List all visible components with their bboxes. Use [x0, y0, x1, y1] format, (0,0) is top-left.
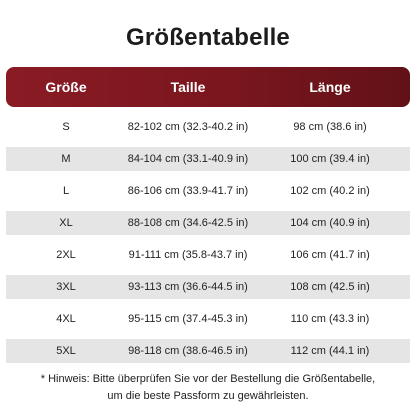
- cell-size: 4XL: [56, 313, 76, 325]
- cell-length: 108 cm (42.5 in): [290, 281, 370, 293]
- cell-waist: 86-106 cm (33.9-41.7 in): [127, 185, 249, 197]
- cell-waist: 95-115 cm (37.4-45.3 in): [128, 313, 248, 325]
- cell-waist: 98-118 cm (38.6-46.5 in): [128, 345, 248, 357]
- cell-size: 3XL: [56, 281, 76, 293]
- table-row: [6, 339, 410, 363]
- cell-length: 110 cm (43.3 in): [290, 313, 370, 325]
- page-title: Größentabelle: [126, 24, 290, 51]
- cell-waist: 88-108 cm (34.6-42.5 in): [127, 217, 249, 229]
- cell-waist: 91-111 cm (35.8-43.7 in): [128, 249, 248, 261]
- cell-length: 106 cm (41.7 in): [290, 249, 370, 261]
- cell-size: XL: [59, 217, 73, 229]
- table-row: [6, 179, 410, 203]
- header-waist: Taille: [170, 79, 206, 95]
- cell-waist: 93-113 cm (36.6-44.5 in): [128, 281, 248, 293]
- footnote-line-2: um die beste Passform zu gewährleisten.: [107, 390, 309, 402]
- header-length: Länge: [309, 79, 351, 95]
- cell-length: 102 cm (40.2 in): [290, 185, 370, 197]
- footnote: [0, 371, 416, 405]
- cell-size: M: [61, 153, 71, 165]
- table-row: [6, 307, 410, 331]
- header-size: Größe: [45, 79, 87, 95]
- table-row: [6, 243, 410, 267]
- cell-length: 104 cm (40.9 in): [290, 217, 370, 229]
- cell-size: S: [62, 121, 70, 133]
- table-row: [6, 147, 410, 171]
- table-row: [6, 211, 410, 235]
- cell-waist: 82-102 cm (32.3-40.2 in): [127, 121, 249, 133]
- cell-length: 100 cm (39.4 in): [290, 153, 370, 165]
- cell-size: 2XL: [56, 249, 76, 261]
- table-header: [6, 67, 410, 107]
- cell-waist: 84-104 cm (33.1-40.9 in): [127, 153, 249, 165]
- table-row: [6, 115, 410, 139]
- cell-length: 98 cm (38.6 in): [293, 121, 367, 133]
- cell-length: 112 cm (44.1 in): [290, 345, 370, 357]
- footnote-line-1: * Hinweis: Bitte überprüfen Sie vor der Bestellung die Größentabelle,: [40, 373, 376, 385]
- table-row: [6, 275, 410, 299]
- cell-size: 5XL: [56, 345, 76, 357]
- cell-size: L: [62, 185, 70, 197]
- size-table: [6, 67, 410, 363]
